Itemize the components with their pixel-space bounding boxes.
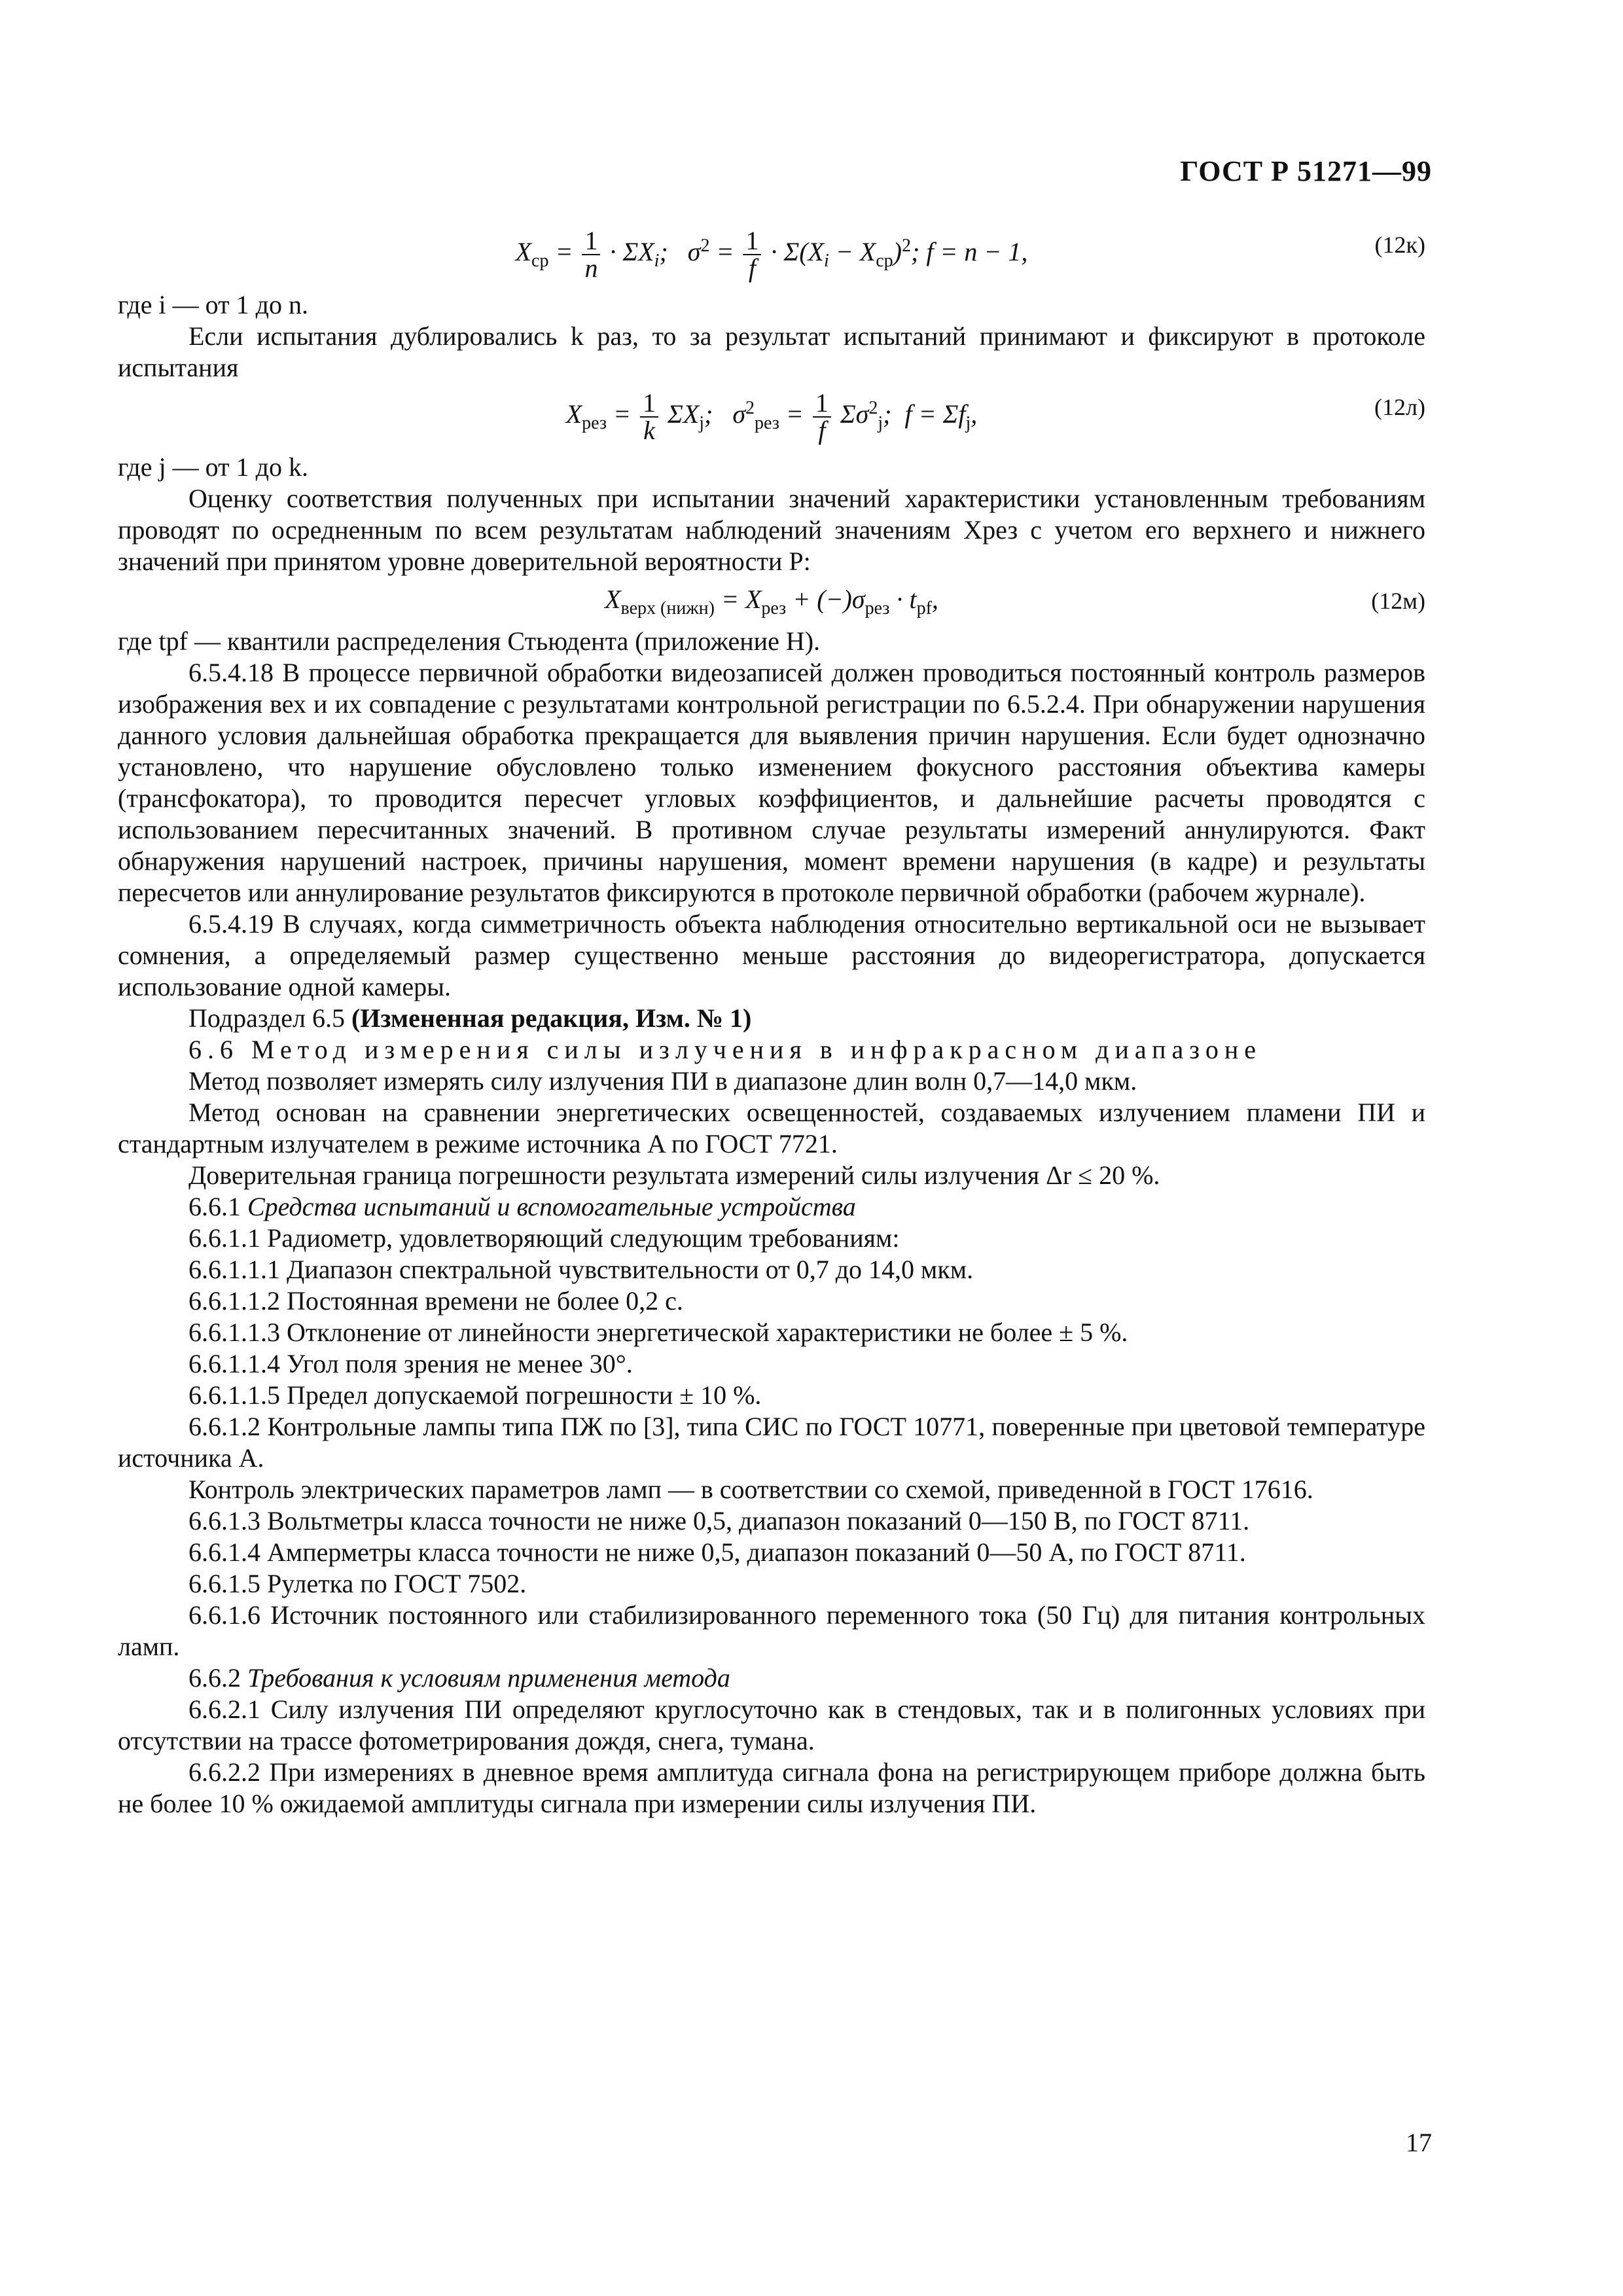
item-6-6-1-1: 6.6.1.1 Радиометр, удовлетворяющий следующим требованиям: [188,1223,900,1253]
item-6-6-2-2: 6.6.2.2 При измерениях в дневное время амплитуда сигнала фона на регистрирующем приборе должна быть не более 10 % ожидаемой амплитуды сигнала при измерении силы излучения ПИ. [118,1757,1425,1818]
item-6-6-1-1-4: 6.6.1.1.4 Угол поля зрения не менее 30°. [188,1349,633,1378]
formula-12m [118,577,1425,626]
formula-12m-expression: $X_{верх (нижн)} = X_{рез} + (-)\sigma_{рез} \cdot t_{pf}$, [605,584,938,619]
formula-12l-label: (12л) [1374,394,1425,420]
page-body [118,221,1425,1820]
heading-6-6-2-title: Требования к условиям применения метода [247,1663,730,1693]
paragraph-method-basis: Метод основан на сравнении энергетических освещенностей, создаваемых излучением пламени ПИ и стандартным излучателем в режиме источника A по ГОСТ 7721. [118,1098,1425,1158]
formula-12m-label: (12м) [1371,588,1425,614]
where-j-note: где j — от 1 до k. [118,452,308,482]
paragraph-method-scope: Метод позволяет измерять силу излучения ПИ в диапазоне длин волн 0,7—14,0 мкм. [188,1066,1137,1096]
formula-12k-label: (12к) [1374,232,1425,258]
amendment-bold: (Измененная редакция, Изм. № 1) [351,1003,752,1033]
paragraph-method-error: Доверительная граница погрешности результата измерений силы излучения Δr ≤ 20 %. [188,1160,1160,1190]
page-number: 17 [1406,2128,1432,2157]
formula-12k [118,221,1425,289]
paragraph-duplicated-tests: Если испытания дублировались k раз, то за результат испытаний принимают и фиксируют в протоколе испытания [118,321,1425,382]
item-6-6-1-1-5: 6.6.1.1.5 Предел допускаемой погрешности ± 10 %. [188,1380,762,1410]
item-6-6-1-5: 6.6.1.5 Рулетка по ГОСТ 7502. [188,1569,527,1598]
heading-6-6-1-title: Средства испытаний и вспомогательные устройства [247,1192,856,1221]
section-6-6-title: 6.6 Метод измерения силы излучения в инфракрасном диапазоне [188,1035,1262,1064]
formula-12k-expression: $X_{ср}$ = $\frac{1}{n}$ · $\Sigma X_i$; $\sigma^2$ = $\frac{1}{f}$ · $\Sigma(X_i - X_{ср})^2$; f = n − 1, [515,226,1028,283]
item-6-6-1-1-2: 6.6.1.1.2 Постоянная времени не более 0,2 с. [188,1286,683,1316]
document-header: ГОСТ Р 51271—99 [1180,155,1432,187]
heading-6-6-2 [118,1662,1425,1694]
heading-6-6-1 [118,1191,1425,1223]
heading-6-6-1-number: 6.6.1 [188,1192,247,1221]
item-6-6-1-1-3: 6.6.1.1.3 Отклонение от линейности энергетической характеристики не более ± 5 %. [188,1318,1128,1347]
heading-6-6-2-number: 6.6.2 [188,1663,247,1693]
formula-12l-expression: $X_{рез}$ = $\frac{1}{k}$ $\Sigma X_j$; $\sigma^2_{рез}$ = $\frac{1}{f}$ $\Sigma\sigma^2_j$; $f = \Sigma f_j$, [565,388,978,445]
amendment-prefix: Подраздел 6.5 [188,1003,351,1033]
item-6-6-2-1: 6.6.2.1 Силу излучения ПИ определяют круглосуточно как в стендовых, так и в полигонных условиях при отсутствии на трассе фотометрирования дождя, снега, тумана. [118,1695,1425,1755]
paragraph-6-5-4-19: 6.5.4.19 В случаях, когда симметричность объекта наблюдения относительно вертикальной оси не вызывает сомнения, а определяемый размер существенно меньше расстояния до видеорегистратора, допускается использование одной камеры. [118,909,1425,1001]
item-6-6-1-4: 6.6.1.4 Амперметры класса точности не ниже 0,5, диапазон показаний 0—50 А, по ГОСТ 8711. [188,1537,1246,1567]
subsection-amendment-note [118,1003,1425,1034]
item-6-6-1-1-1: 6.6.1.1.1 Диапазон спектральной чувствительности от 0,7 до 14,0 мкм. [188,1255,974,1284]
item-6-6-1-2: 6.6.1.2 Контрольные лампы типа ПЖ по [3], типа СИС по ГОСТ 10771, поверенные при цветовой температуре источника A. [118,1412,1425,1473]
paragraph-assessment: Оценку соответствия полученных при испытании значений характеристики установленным требованиям проводят по осредненным по всем результатам наблюдений значениям Xрез с учетом его верхнего и нижнего значений при принятом уровне доверительной вероятности P: [118,484,1425,576]
item-6-6-1-3: 6.6.1.3 Вольтметры класса точности не ниже 0,5, диапазон показаний 0—150 В, по ГОСТ 8711. [188,1506,1250,1535]
where-tpf-note: где tpf — квантили распределения Стьюдента (приложение Н). [118,626,821,656]
paragraph-lamp-control: Контроль электрических параметров ламп — в соответствии со схемой, приведенной в ГОСТ 17616. [188,1475,1313,1504]
paragraph-6-5-4-18: 6.5.4.18 В процессе первичной обработки видеозаписей должен проводиться постоянный контроль размеров изображения вех и их совпадение с результатами контрольной регистрации по 6.5.2.4. При обнаружении нарушения данного условия дальнейшая обработка прекращается для выявления причин нарушения. Если будет однозначно установлено, что нарушение обусловлено только изменением фокусного расстояния объектива камеры (трансфокатора), то проводится пересчет угловых коэффициентов, и дальнейшие расчеты проводятся с использованием пересчитанных значений. В противном случае результаты измерений аннулируются. Факт обнаружения нарушений настроек, причины нарушения, момент времени нарушения (в кадре) и результаты пересчетов или аннулирование результатов фиксируются в протоколе первичной обработки (рабочем журнале). [118,658,1425,907]
formula-12l [118,384,1425,452]
item-6-6-1-6: 6.6.1.6 Источник постоянного или стабилизированного переменного тока (50 Гц) для питания контрольных ламп. [118,1600,1425,1661]
where-i-note: где i — от 1 до n. [118,290,308,319]
